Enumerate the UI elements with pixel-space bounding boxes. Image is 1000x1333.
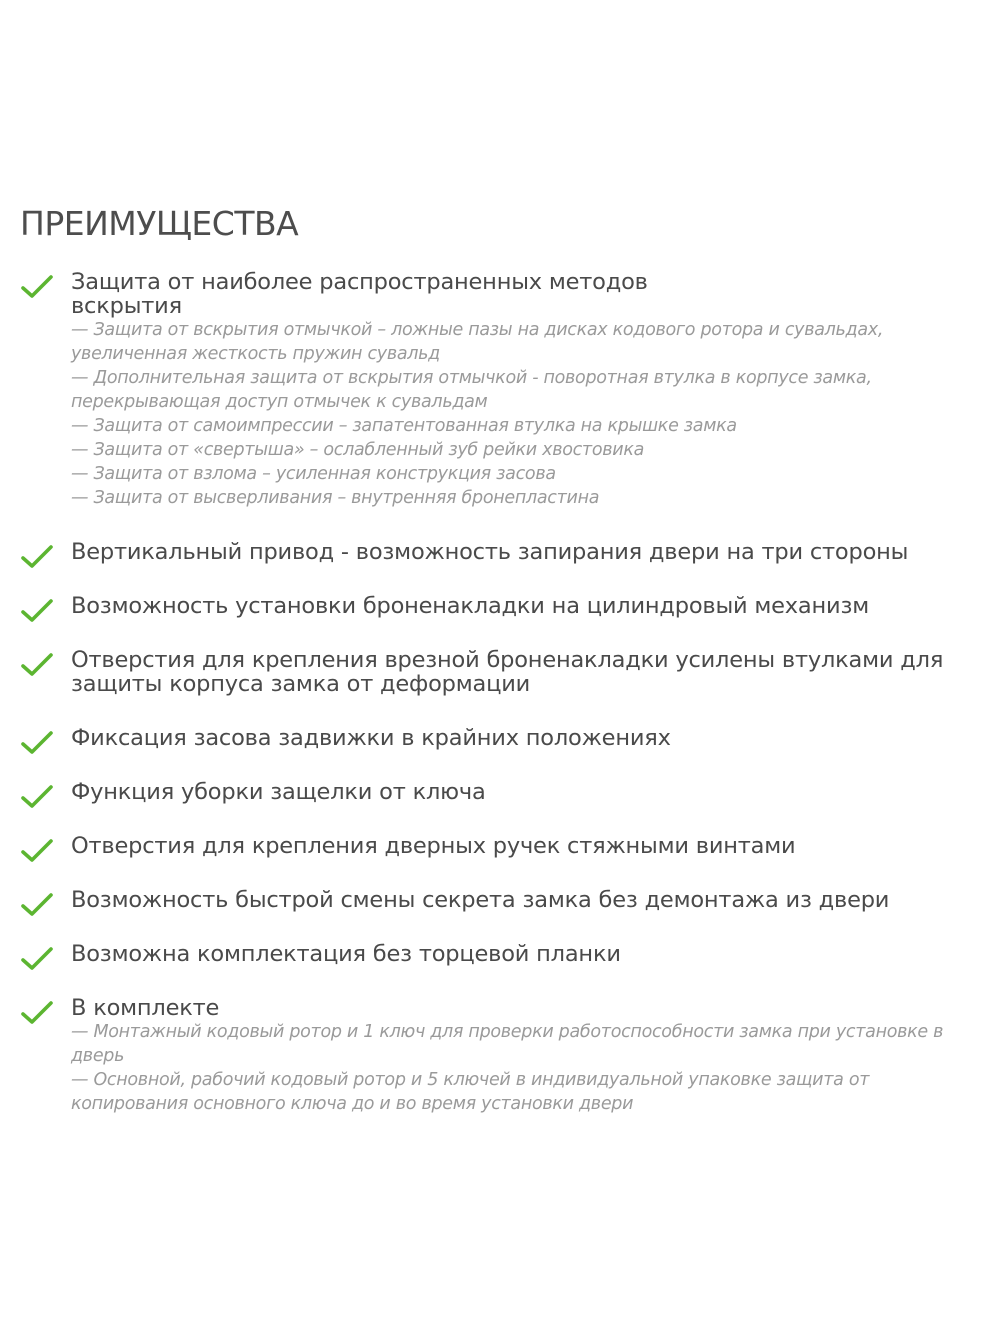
- advantage-detail-line: копирования основного ключа до и во время установки двери: [71, 1094, 634, 1114]
- advantage-title: [71, 942, 980, 966]
- advantage-title-line: Защита от наиболее распространенных методов: [71, 269, 648, 295]
- checkmark-icon: [21, 274, 53, 300]
- advantage-title-line: защиты корпуса замка от деформации: [71, 671, 531, 697]
- checkmark-icon: [21, 784, 53, 810]
- advantage-title-line: Возможность установки броненакладки на цилиндровый механизм: [71, 593, 869, 619]
- advantage-title: [71, 834, 980, 858]
- advantage-detail-line: — Защита от «свертыша» – ослабленный зуб рейки хвостовика: [71, 440, 645, 460]
- advantage-details: [71, 318, 984, 510]
- advantage-detail-line: — Основной, рабочий кодовый ротор и 5 ключей в индивидуальной упаковке защита от: [71, 1070, 870, 1090]
- advantage-title-line: Отверстия для крепления врезной броненакладки усилены втулками для: [71, 647, 944, 673]
- advantage-detail-line: — Защита от взлома – усиленная конструкция засова: [71, 464, 556, 484]
- advantage-title-line: Фиксация засова задвижки в крайних положениях: [71, 725, 671, 751]
- checkmark-icon: [21, 652, 53, 678]
- advantage-title-line: Отверстия для крепления дверных ручек стяжными винтами: [71, 833, 796, 859]
- checkmark-icon: [21, 838, 53, 864]
- page-title: ПРЕИМУЩЕСТВА: [20, 204, 299, 243]
- advantage-title-line: В комплекте: [71, 995, 220, 1021]
- advantage-details: [71, 1020, 984, 1116]
- advantage-detail-line: увеличенная жесткость пружин сувальд: [71, 344, 440, 364]
- checkmark-icon: [21, 544, 53, 570]
- advantage-title-line: Вертикальный привод - возможность запирания двери на три стороны: [71, 539, 909, 565]
- advantage-title: [71, 594, 980, 618]
- advantage-title: [71, 648, 980, 696]
- checkmark-icon: [21, 598, 53, 624]
- advantage-title: [71, 996, 980, 1020]
- checkmark-icon: [21, 730, 53, 756]
- advantage-detail-line: — Монтажный кодовый ротор и 1 ключ для проверки работоспособности замка при установке в: [71, 1022, 944, 1042]
- advantage-title: [71, 780, 980, 804]
- advantage-title-line: вскрытия: [71, 293, 182, 319]
- checkmark-icon: [21, 946, 53, 972]
- advantage-title: [71, 726, 980, 750]
- checkmark-icon: [21, 1000, 53, 1026]
- advantage-title-line: Возможна комплектация без торцевой планки: [71, 941, 621, 967]
- advantage-title: [71, 540, 980, 564]
- advantage-title-line: Возможность быстрой смены секрета замка без демонтажа из двери: [71, 887, 890, 913]
- advantage-detail-line: — Защита от высверливания – внутренняя бронепластина: [71, 488, 600, 508]
- advantage-detail-line: — Защита от вскрытия отмычкой – ложные пазы на дисках кодового ротора и сувальдах,: [71, 320, 884, 340]
- advantage-title: [71, 888, 980, 912]
- advantage-detail-line: — Защита от самоимпрессии – запатентованная втулка на крышке замка: [71, 416, 737, 436]
- checkmark-icon: [21, 892, 53, 918]
- advantage-detail-line: — Дополнительная защита от вскрытия отмычкой - поворотная втулка в корпусе замка,: [71, 368, 872, 388]
- advantage-detail-line: перекрывающая доступ отмычек к сувальдам: [71, 392, 488, 412]
- advantage-title: [71, 270, 980, 318]
- advantage-title-line: Функция уборки защелки от ключа: [71, 779, 486, 805]
- advantage-detail-line: дверь: [71, 1046, 125, 1066]
